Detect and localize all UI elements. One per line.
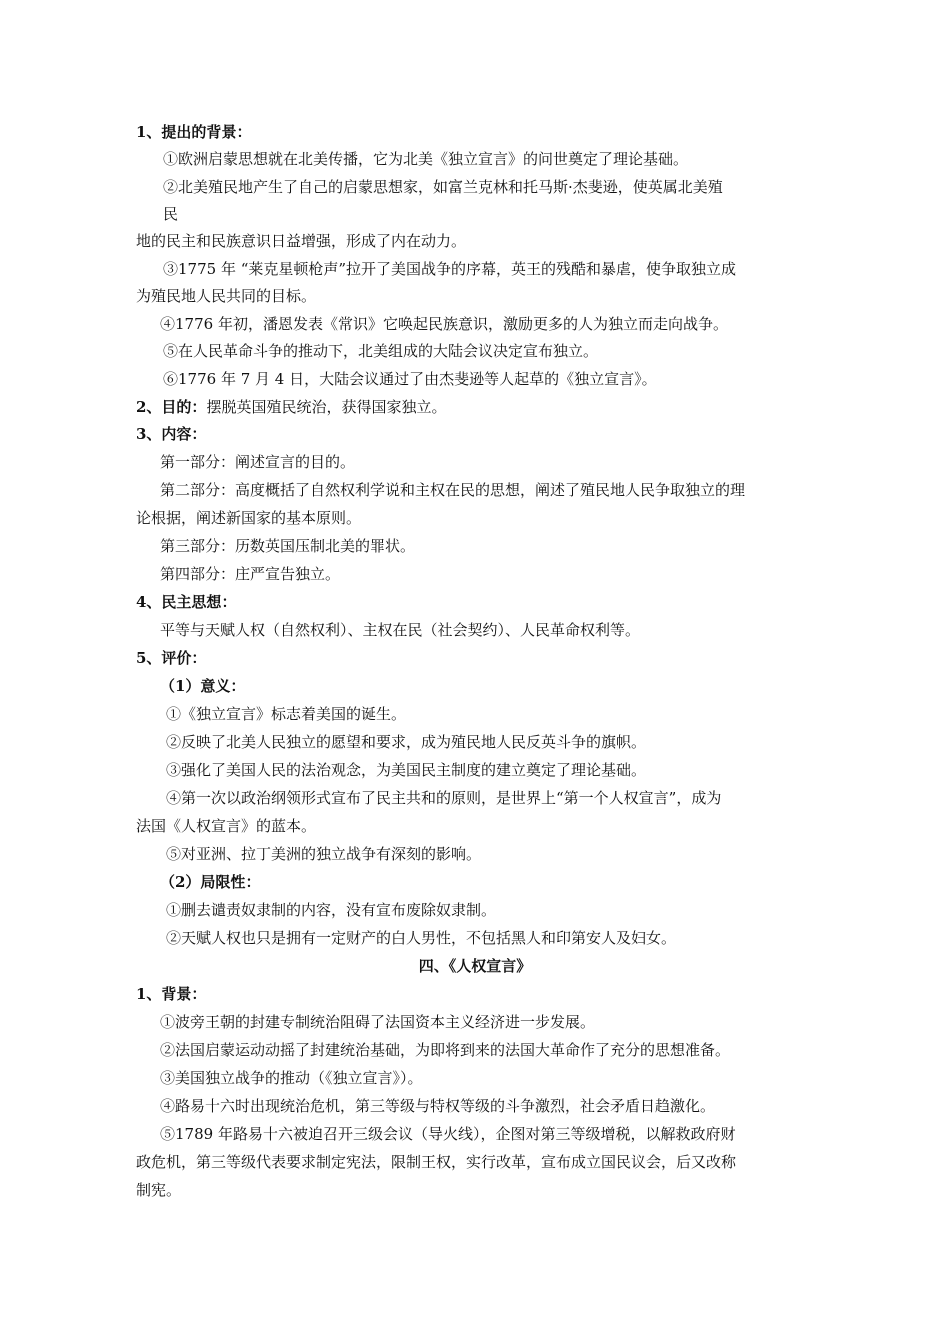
democratic-ideas-text: 平等与天赋人权（自然权利）、主权在民（社会契约）、人民革命权利等。 [160, 621, 641, 639]
background-item-3-line-2: 为殖民地人民共同的目标。 [136, 287, 317, 305]
section-2-line [136, 397, 446, 417]
content-part-4: 第四部分：庄严宣告独立。 [160, 565, 341, 583]
section-2-text: 摆脱英国殖民统治，获得国家独立。 [206, 398, 447, 416]
rights-background-item-5-line-1: ⑤1789 年路易十六被迫召开三级会议（导火线），企图对第三等级增税，以解救政府财 [160, 1125, 736, 1143]
content-part-2-line-2: 论根据，阐述新国家的基本原则。 [136, 509, 362, 527]
rights-background-heading: 1、背景： [136, 985, 207, 1003]
significance-item-4-line-2: 法国《人权宣言》的蓝本。 [136, 817, 317, 835]
section-2-heading: 2、目的： [136, 398, 207, 416]
background-item-6: ⑥1776 年 7 月 4 日，大陆会议通过了由杰斐逊等人起草的《独立宣言》。 [163, 370, 657, 388]
background-item-1: ①欧洲启蒙思想就在北美传播，它为北美《独立宣言》的问世奠定了理论基础。 [163, 150, 689, 168]
content-part-3: 第三部分：历数英国压制北美的罪状。 [160, 537, 416, 555]
rights-background-item-1: ①波旁王朝的封建专制统治阻碍了法国资本主义经济进一步发展。 [160, 1013, 596, 1031]
section-four-title: 四、《人权宣言》 [418, 957, 532, 975]
background-item-3-line-1: ③1775 年 “莱克星顿枪声”拉开了美国战争的序幕，英王的残酷和暴虐，使争取独立成 [163, 260, 737, 278]
rights-background-item-5-line-2: 政危机，第三等级代表要求制定宪法，限制王权，实行改革，宣布成立国民议会，后又改称 [136, 1153, 737, 1171]
rights-background-item-4: ④路易十六时出现统治危机，第三等级与特权等级的斗争激烈，社会矛盾日趋激化。 [160, 1097, 716, 1115]
significance-item-4-line-1: ④第一次以政治纲领形式宣布了民主共和的原则，是世界上“第一个人权宣言”，成为 [166, 789, 722, 807]
significance-subheading: （1）意义： [160, 677, 246, 695]
section-3-heading: 3、内容： [136, 425, 207, 443]
significance-item-2: ②反映了北美人民独立的愿望和要求，成为殖民地人民反英斗争的旗帜。 [166, 733, 647, 751]
rights-background-item-5-line-3: 制宪。 [136, 1181, 182, 1199]
section-1-heading: 1、提出的背景： [136, 123, 252, 141]
background-item-5: ⑤在人民革命斗争的推动下，北美组成的大陆会议决定宣布独立。 [163, 342, 599, 360]
significance-item-1: ①《独立宣言》标志着美国的诞生。 [166, 705, 407, 723]
background-item-2-line-2: 民 [163, 205, 179, 223]
section-4-heading: 4、民主思想： [136, 593, 237, 611]
background-item-2-line-1: ②北美殖民地产生了自己的启蒙思想家，如富兰克林和托马斯·杰斐逊，使英属北美殖 [163, 178, 723, 196]
content-part-2-line-1: 第二部分：高度概括了自然权利学说和主权在民的思想，阐述了殖民地人民争取独立的理 [160, 481, 746, 499]
significance-item-3: ③强化了美国人民的法治观念，为美国民主制度的建立奠定了理论基础。 [166, 761, 647, 779]
content-part-1: 第一部分：阐述宣言的目的。 [160, 453, 356, 471]
background-item-4: ④1776 年初，潘恩发表《常识》它唤起民族意识，激励更多的人为独立而走向战争。 [160, 315, 728, 333]
section-5-heading: 5、评价： [136, 649, 207, 667]
limitation-item-2: ②天赋人权也只是拥有一定财产的白人男性，不包括黑人和印第安人及妇女。 [166, 929, 677, 947]
background-item-2-line-3: 地的民主和民族意识日益增强，形成了内在动力。 [136, 232, 467, 250]
limitations-subheading: （2）局限性： [160, 873, 261, 891]
rights-background-item-2: ②法国启蒙运动动摇了封建统治基础，为即将到来的法国大革命作了充分的思想准备。 [160, 1041, 731, 1059]
limitation-item-1: ①删去谴责奴隶制的内容，没有宣布废除奴隶制。 [166, 901, 497, 919]
rights-background-item-3: ③美国独立战争的推动（《独立宣言》）。 [160, 1069, 423, 1087]
significance-item-5: ⑤对亚洲、拉丁美洲的独立战争有深刻的影响。 [166, 845, 482, 863]
